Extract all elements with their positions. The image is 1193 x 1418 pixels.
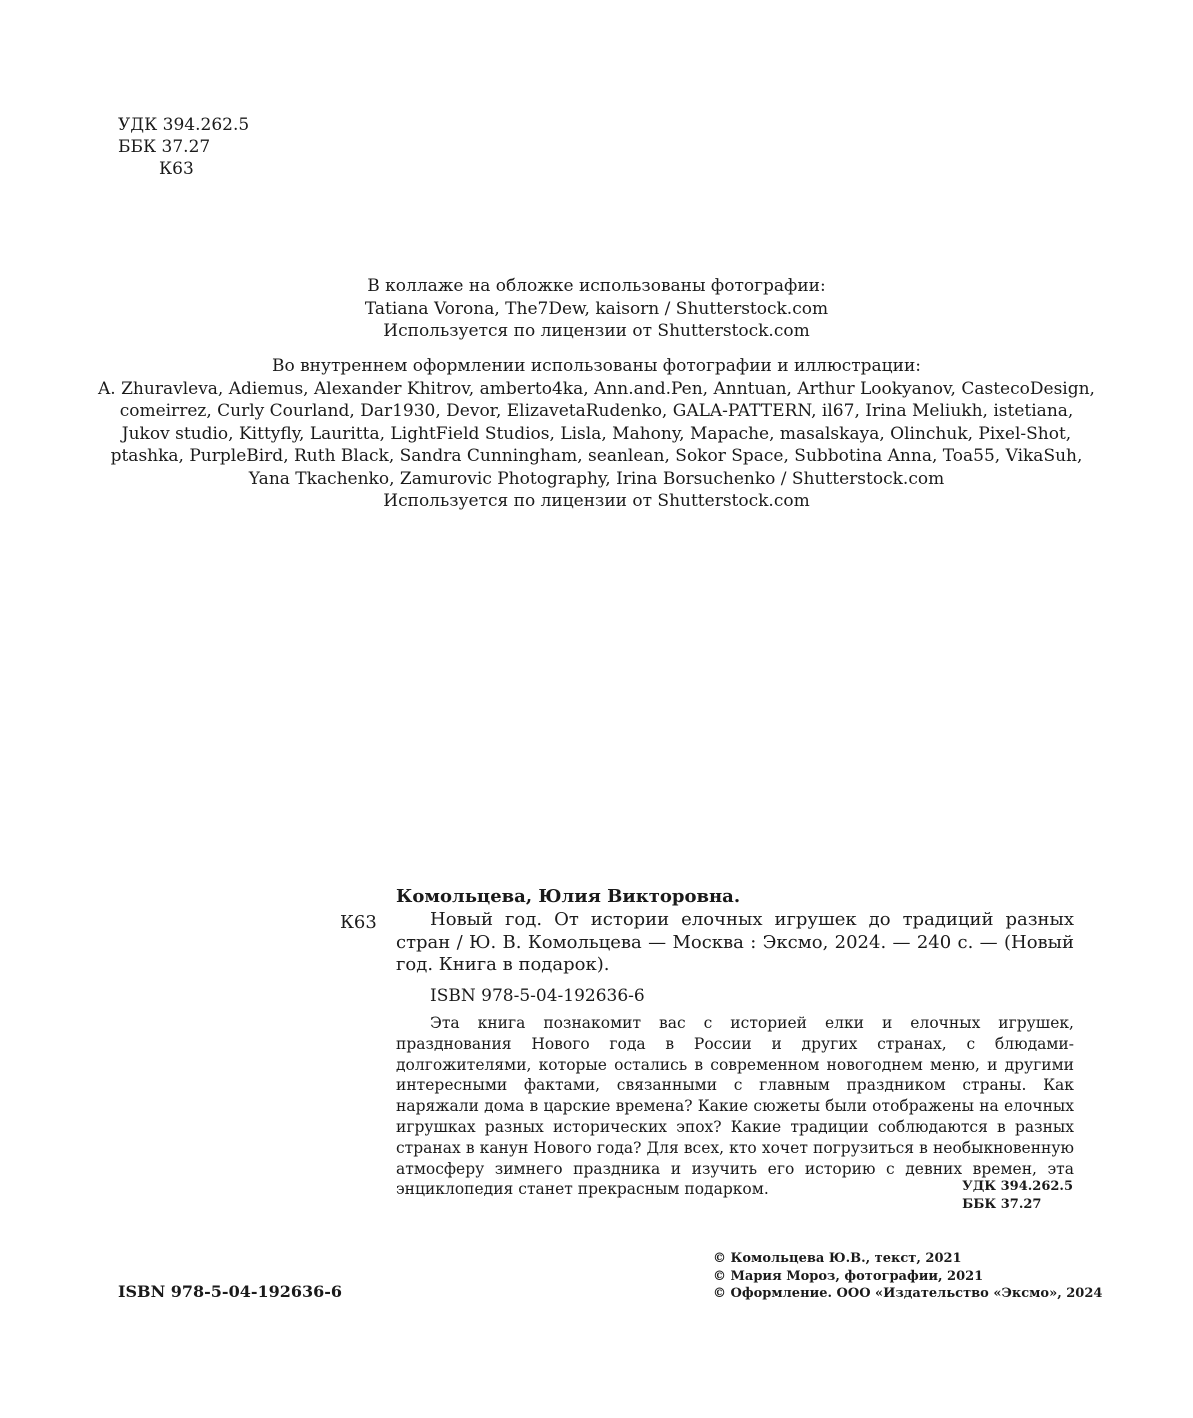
bbk-code: ББК 37.27	[962, 1196, 1042, 1212]
bibliographic-author-mark: К63	[340, 912, 377, 933]
credit-line: A. Zhuravleva, Adiemus, Alexander Khitrov, amberto4ka, Ann.and.Pen, Anntuan, Arthur Lookyanov, CastecoDesign,	[98, 378, 1095, 399]
credit-line: Используется по лицензии от Shutterstock.com	[383, 491, 810, 511]
book-author: Комольцева, Юлия Викторовна.	[396, 886, 741, 907]
copyright-line: © Мария Мороз, фотографии, 2021	[713, 1268, 984, 1284]
bibliographic-classification-codes	[962, 1178, 1073, 1213]
book-annotation: Эта книга познакомит вас с историей елки и елочных игрушек, празднования Нового года в России и других странах, с блюдами-долгожителями, которые остались в современном новогоднем меню, и другими интересными фактами, связанными с главным праздником страны. Как наряжали дома в царские времена? Какие сюжеты были отображены на елочных игрушках разных исторических эпох? Какие традиции соблюдаются в разных странах в канун Нового года? Для всех, кто хочет погрузиться в необыкновенную атмосферу зимнего праздника и изучить его историю с девних времен, эта энциклопедия станет прекрасным подарком.	[396, 1014, 1074, 1199]
credit-line: Jukov studio, Kittyfly, Lauritta, LightField Studios, Lisla, Mahony, Mapache, masalskaya, Olinchuk, Pixel-Shot,	[121, 423, 1072, 444]
inner-illustration-credits	[0, 355, 1193, 513]
copyright-line: © Оформление. ООО «Издательство «Эксмо», 2024	[713, 1286, 1103, 1301]
credit-line: Используется по лицензии от Shutterstock.com	[383, 321, 810, 341]
credit-line: Yana Tkachenko, Zamurovic Photography, Irina Borsuchenko / Shutterstock.com	[248, 468, 945, 489]
credit-line: Во внутреннем оформлении использованы фотографии и иллюстрации:	[271, 356, 922, 376]
copyright-block	[713, 1250, 1102, 1303]
udk-code: УДК 394.262.5	[118, 115, 250, 135]
author-mark: К63	[159, 159, 194, 179]
footer-isbn: ISBN 978-5-04-192636-6	[118, 1282, 343, 1301]
bbk-code: ББК 37.27	[118, 137, 211, 157]
header-classification-codes	[118, 114, 249, 180]
cover-photo-credits	[0, 275, 1193, 343]
udk-code: УДК 394.262.5	[962, 1179, 1073, 1194]
credit-line: Tatiana Vorona, The7Dew, kaisorn / Shutterstock.com	[364, 298, 829, 319]
credit-line: ptashka, PurpleBird, Ruth Black, Sandra Cunningham, seanlean, Sokor Space, Subbotina Anna, Toa55, VikaSuh,	[110, 446, 1083, 466]
bibliographic-isbn: ISBN 978-5-04-192636-6	[430, 986, 645, 1006]
copyright-line: © Комольцева Ю.В., текст, 2021	[713, 1251, 962, 1266]
credit-line: В коллаже на обложке использованы фотографии:	[367, 276, 826, 296]
credit-line: comeirrez, Curly Courland, Dar1930, Devor, ElizavetaRudenko, GALA-PATTERN, il67, Irina Meliukh, istetiana,	[119, 401, 1074, 421]
bibliographic-description: Новый год. От истории елочных игрушек до традиций разных стран / Ю. В. Комольцева — Москва : Эксмо, 2024. — 240 с. — (Новый год. Книга в подарок).	[396, 909, 1074, 975]
